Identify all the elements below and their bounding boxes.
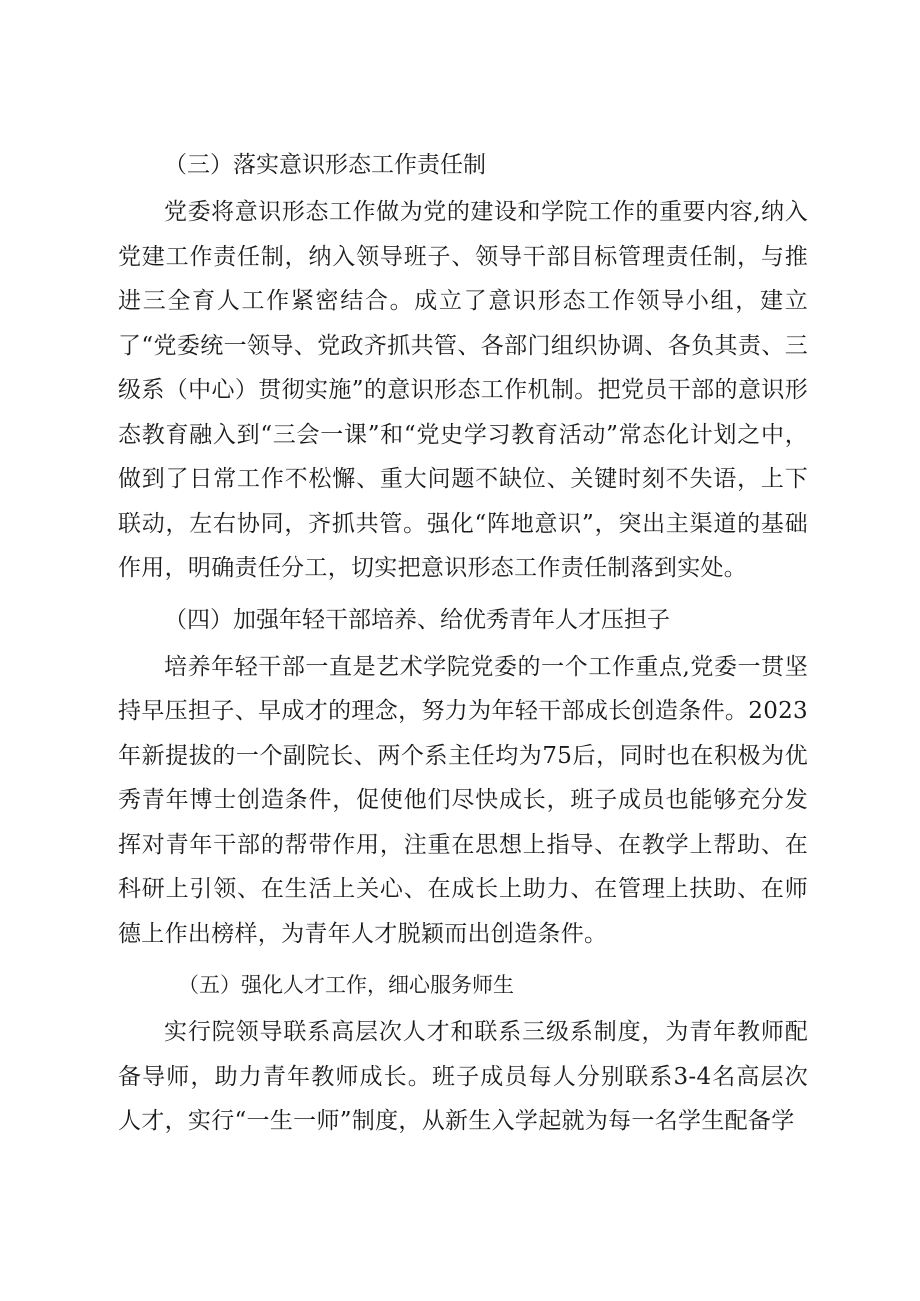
section-heading-4: （四）加强年轻干部培养、给优秀青年人才压担子 [164, 606, 670, 633]
section-body-3: 党委将意识形态工作做为党的建设和学院工作的重要内容,纳入党建工作责任制，纳入领导班子、领导干部目标管理责任制，与推进三全育人工作紧密结合。成立了意识形态工作领导小组，建立了“党委统一领导、党政齐抓共管、各部门组织协调、各负其责、三级系（中心）贯彻实施”的意识形态工作机制。把党员干部的意识形态教育融入到“三会一课”和“党史学习教育活动”常态化计划之中，做到了日常工作不松懈、重大问题不缺位、关键时刻不失语，上下联动，左右协同，齐抓共管。强化“阵地意识”，突出主渠道的基础作用，明确责任分工，切实把意识形态工作责任制落到实处。 [118, 199, 808, 581]
section-heading-3: （三）落实意识形态工作责任制 [164, 152, 486, 178]
section-body-4: 培养年轻干部一直是艺术学院党委的一个工作重点,党委一贯坚持早压担子、早成才的理念，努力为年轻干部成长创造条件。2023年新提拔的一个副院长、两个系主任均为75后，同时也在积极为优秀青年博士创造条件，促使他们尽快成长，班子成员也能够充分发挥对青年干部的帮带作用，注重在思想上指导、在教学上帮助、在科研上引领、在生活上关心、在成长上助力、在管理上扶助、在师德上作出榜样，为青年人才脱颖而出创造条件。 [118, 653, 808, 947]
document-content [118, 146, 808, 1144]
section-body-5: 实行院领导联系高层次人才和联系三级系制度，为青年教师配备导师，助力青年教师成长。班子成员每人分别联系3-4名高层次人才，实行“一生一师”制度，从新生入学起就为每一名学生配备学 [118, 1019, 808, 1134]
section-heading-5: （五）强化人才工作，细心服务师生 [178, 973, 514, 997]
